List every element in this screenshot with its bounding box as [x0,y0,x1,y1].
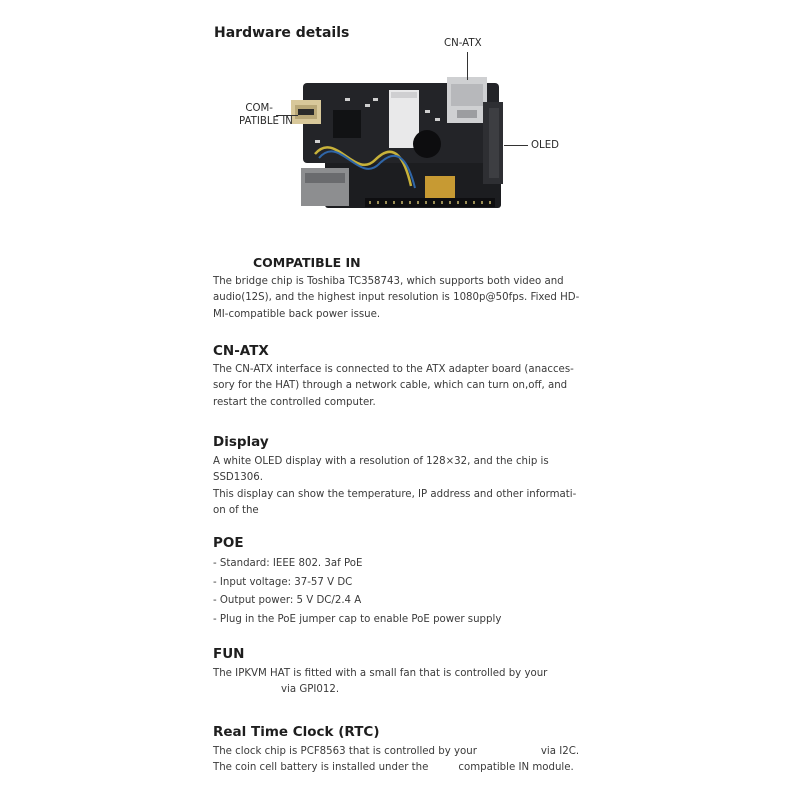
section-title-cn-atx: CN-ATX [213,343,269,359]
section-title-rtc: Real Time Clock (RTC) [213,724,380,740]
compatible-in-line: audio(12S), and the highest input resolution is 1080p@50fps. Fixed HD- [213,292,580,304]
display-line: SSD1306. [213,472,263,484]
display-line: This display can show the temperature, IP address and other informati- [213,488,577,500]
section-title-compatible-in: COMPATIBLE IN [253,255,361,270]
poe-item: - Output power: 5 V DC/2.4 A [213,595,362,606]
fun-line-2: via GPI012. [281,684,340,696]
compatible-in-line: The bridge chip is Toshiba TC358743, which supports both video and [213,276,564,287]
callout-line-cn-atx [467,52,468,80]
bridge-chip [333,110,361,138]
callout-line-oled [504,145,528,146]
cn-atx-line: The CN-ATX interface is connected to the ATX adapter board (anacces- [213,364,574,375]
compatible-in-line: MI-compatible back power issue. [213,308,381,320]
gold-component [425,176,455,198]
section-body-poe [213,555,501,629]
rtc-line-2-b: compatible IN module. [458,762,574,774]
page-title: Hardware details [214,25,350,41]
rtc-line-1 [213,744,579,760]
section-title-fun: FUN [213,646,245,662]
section-title-display: Display [213,434,269,450]
rtc-line-2 [213,760,579,776]
cn-atx-line: sory for the HAT) through a network cable, which can turn on,off, and [213,380,568,392]
callout-compatible-in-line1: COM- [245,103,273,114]
rtc-line-1-a: The clock chip is PCF8563 that is controlled by your [213,746,477,757]
cn-atx-line: restart the controlled computer. [213,396,376,408]
display-line: on of the [213,505,259,517]
rtc-line-1-b: via I2C. [540,746,580,757]
section-body-display [213,454,576,520]
display-line: A white OLED display with a resolution of 128×32, and the chip is [213,456,549,467]
poe-item: - Input voltage: 37-57 V DC [213,576,353,588]
rtc-line-2-a: The coin cell battery is installed under the [213,762,429,774]
section-body-fun [213,666,547,699]
poe-item: - Plug in the PoE jumper cap to enable PoE power supply [213,613,502,625]
section-body-cn-atx [213,362,574,411]
callout-line-compatible-in [276,115,298,116]
callout-oled: OLED [531,140,559,151]
callout-compatible-in-line2: PATIBLE IN [239,116,293,127]
section-body-rtc [213,744,579,777]
callout-cn-atx: CN-ATX [444,38,482,49]
fun-line-1: The IPKVM HAT is fitted with a small fan that is controlled by your [213,668,548,679]
fan [413,130,441,158]
section-body-compatible-in [213,274,579,323]
poe-item: - Standard: IEEE 802. 3af PoE [213,558,363,569]
section-title-poe: POE [213,535,244,551]
hat-board-photo [285,70,515,215]
